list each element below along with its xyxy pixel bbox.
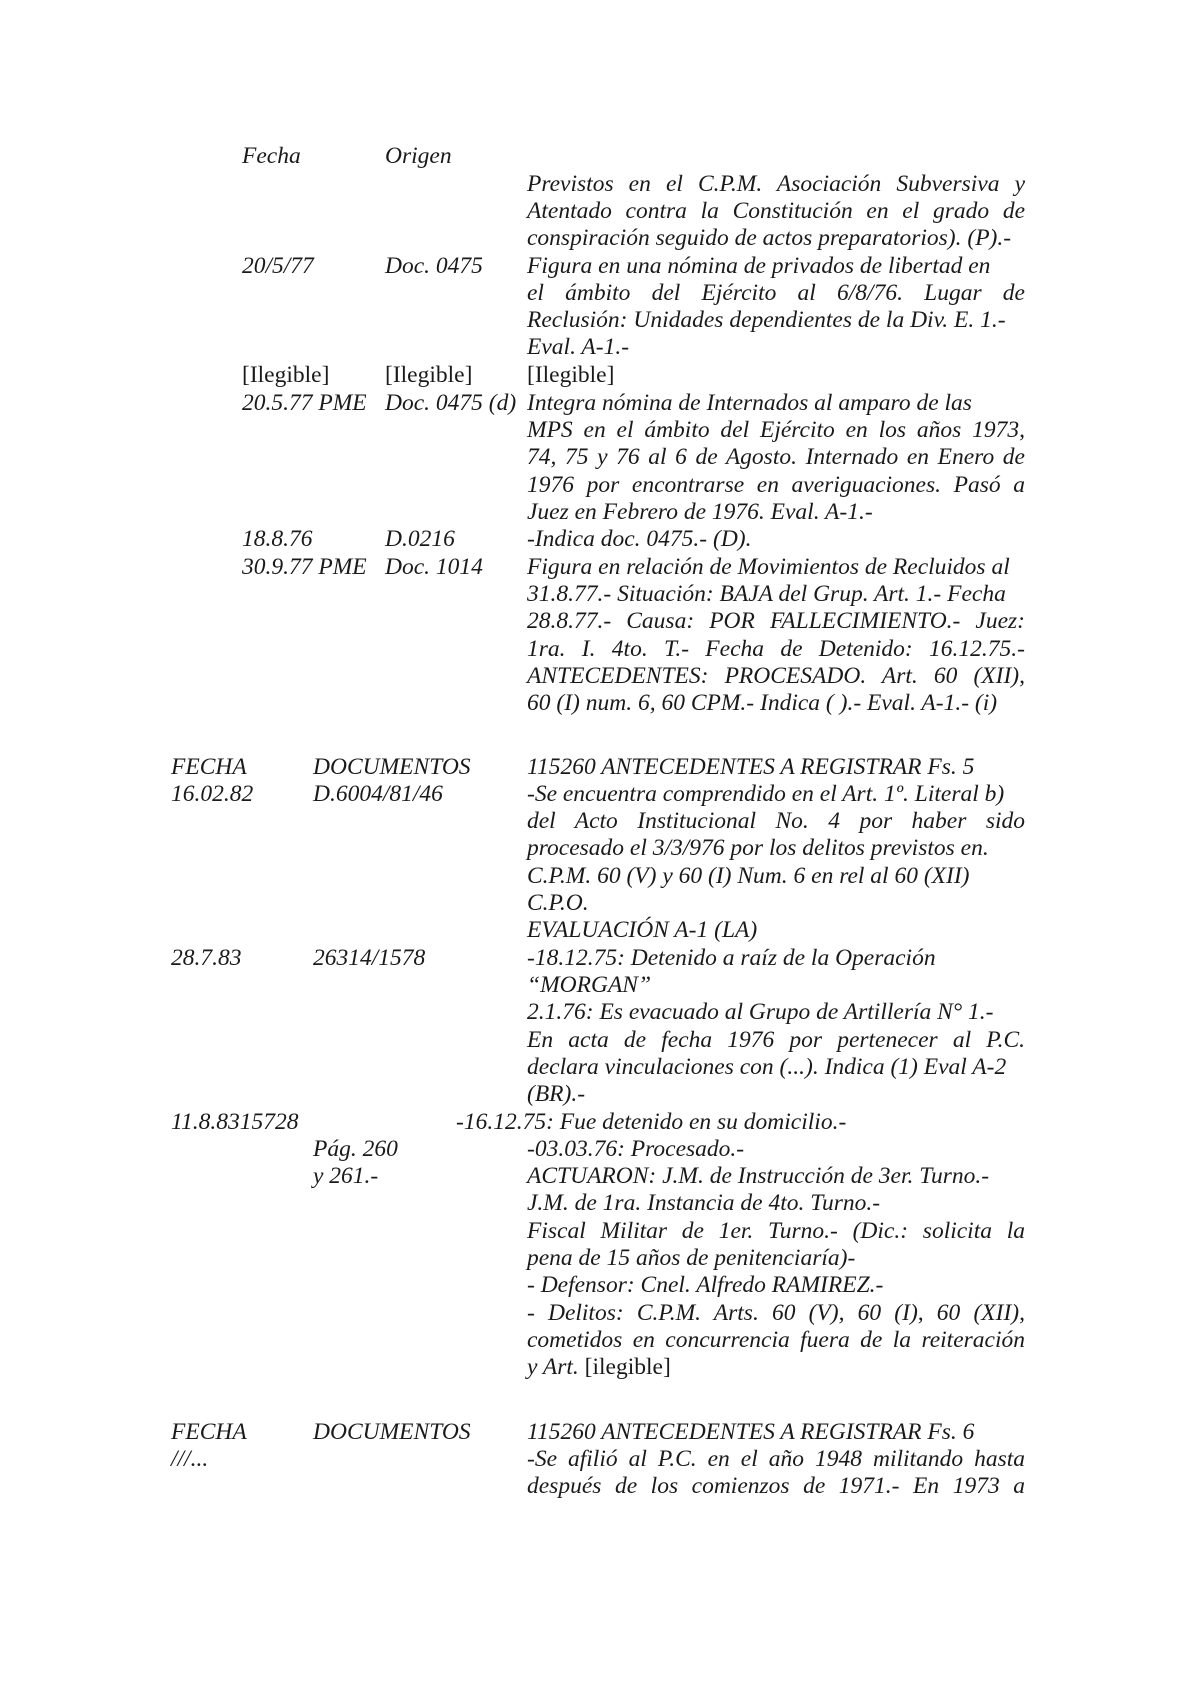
entry-text-line: C.P.O. [527, 890, 589, 916]
entry-origin: Doc. 1014 [385, 554, 483, 580]
entry-text-line: 28.8.77.- Causa: POR FALLECIMIENTO.- Juez: [527, 608, 1025, 634]
section-title: 115260 ANTECEDENTES A REGISTRAR Fs. 6 [527, 1419, 975, 1445]
entry-text-line: En acta de fecha 1976 por pertenecer al P.C. [527, 1027, 1025, 1053]
entry-text-line: - Defensor: Cnel. Alfredo RAMIREZ.- [527, 1272, 884, 1298]
entry-text-line: 60 (I) num. 6, 60 CPM.- Indica ( ).- Eval. A-1.- (i) [527, 690, 998, 716]
continuation-line: Previstos en el C.P.M. Asociación Subversiva y [527, 171, 1025, 197]
entry-text-line: después de los comienzos de 1971.- En 1973 a [527, 1473, 1025, 1499]
entry-origin: D.0216 [385, 526, 455, 552]
entry-text-line: procesado el 3/3/976 por los delitos previstos en. [527, 835, 989, 861]
entry-text-line: 2.1.76: Es evacuado al Grupo de Artillería N° 1.- [527, 999, 994, 1025]
entry-text-line: -Se afilió al P.C. en el año 1948 militando hasta [527, 1446, 1025, 1472]
entry-text-line: (BR).- [527, 1081, 586, 1107]
entry-text-line: - Delitos: C.P.M. Arts. 60 (V), 60 (I), 60 (XII), [527, 1300, 1025, 1326]
entry-text-line: “MORGAN” [527, 972, 652, 998]
entry-text-line: Integra nómina de Internados al amparo de las [527, 390, 972, 416]
continuation-line: Atentado contra la Constitución en el grado de [527, 198, 1025, 224]
entry-date: 11.8.8315728 [171, 1109, 299, 1135]
entry-text-line: Fiscal Militar de 1er. Turno.- (Dic.: solicita la [527, 1218, 1025, 1244]
entry-text-line: ANTECEDENTES: PROCESADO. Art. 60 (XII), [527, 663, 1025, 689]
entry-text-line: 74, 75 y 76 al 6 de Agosto. Internado en Enero de [527, 444, 1025, 470]
entry-text-line: Figura en relación de Movimientos de Recluidos al [527, 554, 1010, 580]
entry-text-line: 1976 por encontrarse en averiguaciones. Pasó a [527, 472, 1025, 498]
entry-date: 28.7.83 [171, 945, 242, 971]
entry-text-line: del Acto Institucional No. 4 por haber sido [527, 808, 1025, 834]
entry-date: 20/5/77 [242, 253, 314, 279]
entry-text-line: el ámbito del Ejército al 6/8/76. Lugar de [527, 280, 1025, 306]
column-header-origen: Origen [385, 143, 452, 169]
entry-text-line: declara vinculaciones con (...). Indica (1) Eval A-2 [527, 1054, 1007, 1080]
entry-text-line: Eval. A-1.- [527, 334, 630, 360]
entry-text-line: -03.03.76: Procesado.- [527, 1136, 745, 1162]
entry-document: 26314/1578 [313, 945, 426, 971]
entry-text-line: 31.8.77.- Situación: BAJA del Grup. Art. 1.- Fecha [527, 581, 1006, 607]
page-reference: y 261.- [313, 1163, 379, 1189]
entry-text-line: MPS en el ámbito del Ejército en los años 1973, [527, 417, 1025, 443]
column-header-fecha: FECHA [171, 1419, 247, 1445]
entry-text-line: -Indica doc. 0475.- (D). [527, 526, 752, 552]
continuation-line: conspiración seguido de actos preparatorios). (P).- [527, 225, 1012, 251]
page-reference: Pág. 260 [313, 1136, 398, 1162]
entry-text-line: Figura en una nómina de privados de libertad en [527, 253, 991, 279]
column-header-fecha: FECHA [171, 754, 247, 780]
illegible-marker: [Ilegible] [242, 362, 330, 388]
illegible-marker: [Ilegible] [527, 362, 615, 388]
entry-origin: Doc. 0475 [385, 253, 483, 279]
illegible-marker: [ilegible] [584, 1354, 671, 1380]
entry-text-line: EVALUACIÓN A-1 (LA) [527, 917, 758, 943]
entry-text-line: -Se encuentra comprendido en el Art. 1º. Literal b) [527, 781, 1005, 807]
entry-text-line: J.M. de 1ra. Instancia de 4to. Turno.- [527, 1190, 881, 1216]
entry-date: 30.9.77 PME [242, 554, 367, 580]
entry-text-line: Reclusión: Unidades dependientes de la Div. E. 1.- [527, 307, 1006, 333]
entry-text-line: -16.12.75: Fue detenido en su domicilio.- [456, 1109, 847, 1135]
entry-text-line: Juez en Febrero de 1976. Eval. A-1.- [527, 499, 873, 525]
illegible-marker: [Ilegible] [385, 362, 473, 388]
entry-text-line: 1ra. I. 4to. T.- Fecha de Detenido: 16.12.75.- [527, 636, 1025, 662]
column-header-documentos: DOCUMENTOS [313, 754, 471, 780]
entry-origin: Doc. 0475 (d) [385, 390, 517, 416]
entry-text-line: ACTUARON: J.M. de Instrucción de 3er. Turno.- [527, 1163, 990, 1189]
entry-document: D.6004/81/46 [313, 781, 443, 807]
entry-text-line: cometidos en concurrencia fuera de la reiteración [527, 1327, 1025, 1353]
entry-date: 18.8.76 [242, 526, 313, 552]
entry-text-line: -18.12.75: Detenido a raíz de la Operación [527, 945, 936, 971]
entry-text-line [527, 1356, 671, 1380]
entry-text-line: C.P.M. 60 (V) y 60 (I) Num. 6 en rel al 60 (XII) [527, 863, 970, 889]
entry-text-fragment: y Art. [527, 1354, 579, 1380]
column-header-documentos: DOCUMENTOS [313, 1419, 471, 1445]
entry-date: ///... [171, 1446, 209, 1472]
entry-date: 20.5.77 PME [242, 390, 367, 416]
column-header-fecha: Fecha [242, 143, 301, 169]
entry-date: 16.02.82 [171, 781, 254, 807]
section-title: 115260 ANTECEDENTES A REGISTRAR Fs. 5 [527, 754, 975, 780]
entry-text-line: pena de 15 años de penitenciaría)- [527, 1245, 856, 1271]
